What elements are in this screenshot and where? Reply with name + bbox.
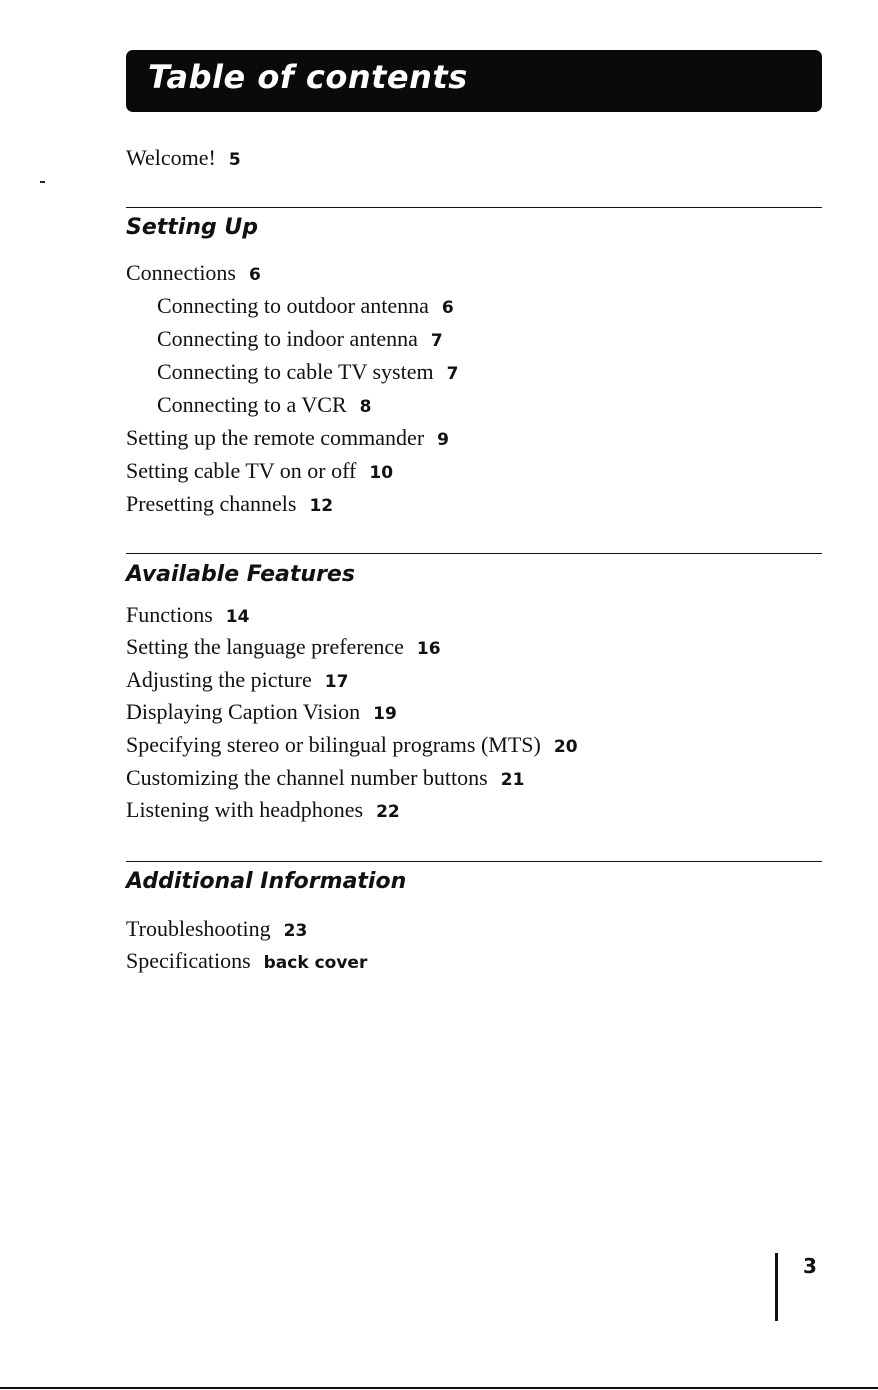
toc-entry-vcr[interactable] bbox=[157, 392, 372, 417]
toc-entry-page: 6 bbox=[249, 265, 261, 285]
toc-entry-label: Displaying Caption Vision bbox=[126, 699, 361, 724]
toc-entry-page: 22 bbox=[376, 802, 400, 822]
toc-entry-label: Customizing the channel number buttons bbox=[126, 765, 488, 790]
page-number: 3 bbox=[803, 1254, 817, 1278]
toc-entry-connections[interactable] bbox=[126, 260, 261, 285]
toc-entry-page: 14 bbox=[225, 607, 250, 627]
toc-entry-page: 19 bbox=[373, 704, 397, 724]
toc-entry-label: Presetting channels bbox=[126, 491, 297, 516]
toc-entry-label: Setting the language preference bbox=[126, 634, 404, 659]
title-bar bbox=[126, 50, 822, 112]
folio-bar bbox=[775, 1253, 778, 1321]
toc-entry-page: 16 bbox=[416, 639, 441, 659]
toc-entry-label: Troubleshooting bbox=[126, 916, 271, 941]
toc-entry-page: 17 bbox=[324, 672, 349, 692]
stray-mark bbox=[40, 181, 45, 183]
toc-entry-page: 8 bbox=[359, 397, 372, 417]
toc-entry-page: 21 bbox=[500, 770, 525, 790]
toc-entry-cable-tv-system[interactable] bbox=[157, 359, 459, 384]
toc-entry-page: 23 bbox=[283, 921, 308, 941]
toc-entry-page: 7 bbox=[430, 331, 443, 351]
toc-entry-functions[interactable] bbox=[126, 602, 250, 627]
toc-entry-outdoor-antenna[interactable] bbox=[157, 293, 454, 318]
bottom-edge-rule bbox=[0, 1387, 878, 1389]
toc-entry-page: 20 bbox=[553, 737, 578, 757]
toc-entry-remote-commander[interactable] bbox=[126, 425, 449, 450]
toc-entry-specifications[interactable] bbox=[126, 948, 368, 973]
toc-entry-label: Setting up the remote commander bbox=[126, 425, 425, 450]
toc-entry-indoor-antenna[interactable] bbox=[157, 326, 443, 351]
toc-entry-page: 12 bbox=[309, 496, 334, 516]
toc-entry-label: Specifying stereo or bilingual programs (MTS) bbox=[126, 732, 541, 757]
toc-entry-page: 6 bbox=[441, 298, 454, 318]
toc-entry-caption-vision[interactable] bbox=[126, 699, 397, 724]
toc-entry-mts[interactable] bbox=[126, 732, 578, 757]
toc-entry-channel-buttons[interactable] bbox=[126, 765, 525, 790]
toc-entry-label: Functions bbox=[126, 602, 213, 627]
toc-entry-page: back cover bbox=[263, 953, 368, 973]
section-heading-available-features: Available Features bbox=[126, 562, 355, 587]
section-rule bbox=[126, 207, 822, 208]
toc-entry-label: Connecting to cable TV system bbox=[157, 359, 434, 384]
section-heading-setting-up: Setting Up bbox=[126, 215, 259, 240]
toc-entry-label: Welcome! bbox=[126, 145, 216, 170]
toc-entry-label: Connecting to indoor antenna bbox=[157, 326, 418, 351]
toc-entry-label: Connecting to a VCR bbox=[157, 392, 347, 417]
toc-entry-label: Setting cable TV on or off bbox=[126, 458, 357, 483]
toc-entry-label: Adjusting the picture bbox=[126, 667, 312, 692]
toc-entry-language-preference[interactable] bbox=[126, 634, 441, 659]
page-title: Table of contents bbox=[148, 58, 468, 96]
toc-entry-presetting-channels[interactable] bbox=[126, 491, 334, 516]
toc-entry-troubleshooting[interactable] bbox=[126, 916, 308, 941]
toc-entry-adjusting-picture[interactable] bbox=[126, 667, 349, 692]
toc-entry-page: 9 bbox=[437, 430, 449, 450]
toc-entry-label: Specifications bbox=[126, 948, 251, 973]
section-rule bbox=[126, 861, 822, 862]
section-rule bbox=[126, 553, 822, 554]
toc-entry-headphones[interactable] bbox=[126, 797, 400, 822]
section-heading-additional-information: Additional Information bbox=[126, 869, 407, 894]
toc-entry-label: Connections bbox=[126, 260, 236, 285]
toc-entry-cable-tv-on-off[interactable] bbox=[126, 458, 394, 483]
toc-entry-page: 7 bbox=[446, 364, 459, 384]
toc-entry-page: 5 bbox=[228, 150, 241, 170]
toc-entry-welcome[interactable] bbox=[126, 145, 241, 170]
toc-entry-label: Listening with headphones bbox=[126, 797, 364, 822]
toc-entry-page: 10 bbox=[369, 463, 394, 483]
toc-entry-label: Connecting to outdoor antenna bbox=[157, 293, 429, 318]
